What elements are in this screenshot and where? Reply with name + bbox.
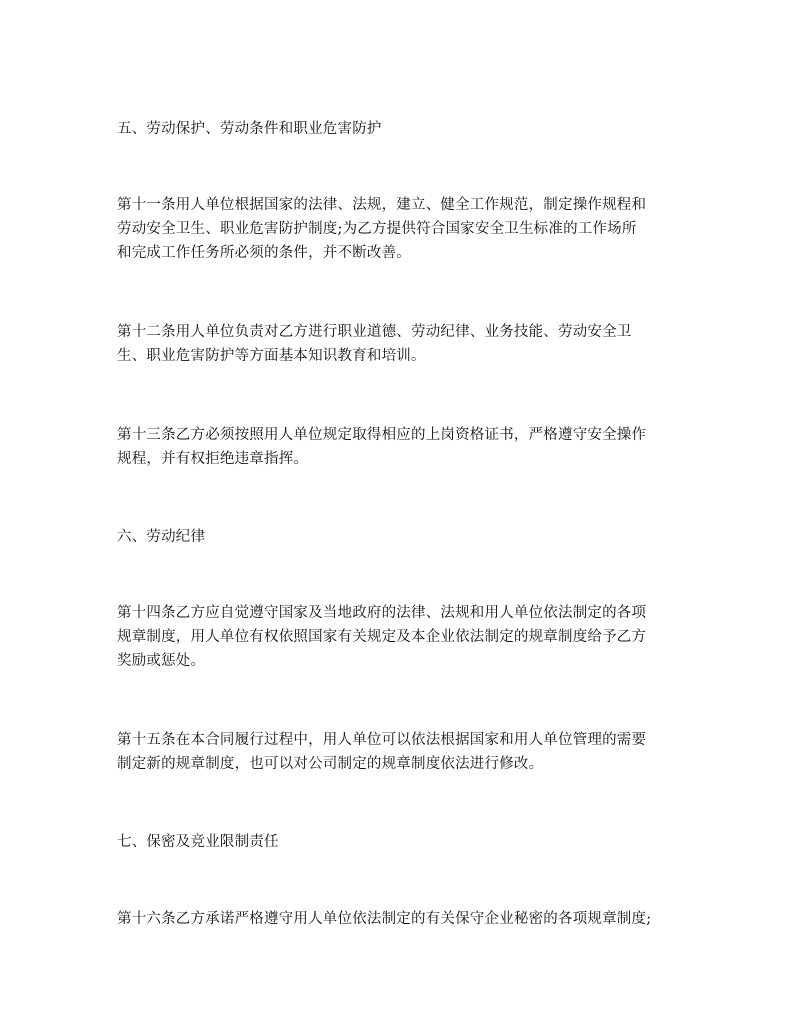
article-line: 制定新的规章制度，也可以对公司制定的规章制度依法进行修改。	[117, 756, 544, 772]
article-line: 第十三条乙方必须按照用人单位规定取得相应的上岗资格证书，严格遵守安全操作	[117, 427, 647, 443]
section-heading-7	[117, 830, 687, 854]
article-line: 第十六条乙方承诺严格遵守用人单位依法制定的有关保守企业秘密的各项规章制度;	[117, 911, 652, 927]
heading-text: 七、保密及竞业限制责任	[117, 834, 279, 850]
article-line: 第十一条用人单位根据国家的法律、法规，建立、健全工作规范，制定操作规程和	[117, 197, 647, 213]
article-12	[117, 320, 687, 368]
heading-text: 五、劳动保护、劳动条件和职业危害防护	[117, 121, 382, 137]
article-line: 第十四条乙方应自觉遵守国家及当地政府的法律、法规和用人单位依法制定的各项	[117, 605, 647, 621]
article-16	[117, 907, 687, 931]
article-line: 和完成工作任务所必须的条件，并不断改善。	[117, 245, 411, 261]
heading-text: 六、劳动纪律	[117, 529, 206, 545]
article-13	[117, 423, 687, 471]
article-15	[117, 728, 687, 776]
article-line: 第十五条在本合同履行过程中，用人单位可以依法根据国家和用人单位管理的需要	[117, 732, 647, 748]
article-line: 第十二条用人单位负责对乙方进行职业道德、劳动纪律、业务技能、劳动安全卫	[117, 324, 632, 340]
article-line: 规程，并有权拒绝违章指挥。	[117, 451, 309, 467]
article-line: 奖励或惩处。	[117, 653, 206, 669]
section-heading-6	[117, 525, 687, 549]
article-line: 劳动安全卫生、职业危害防护制度;为乙方提供符合国家安全卫生标准的工作场所	[117, 221, 637, 237]
article-14	[117, 601, 687, 673]
section-heading-5	[117, 117, 687, 141]
article-11	[117, 193, 687, 265]
article-line: 生、职业危害防护等方面基本知识教育和培训。	[117, 348, 426, 364]
article-line: 规章制度，用人单位有权依照国家有关规定及本企业依法制定的规章制度给予乙方	[117, 629, 647, 645]
